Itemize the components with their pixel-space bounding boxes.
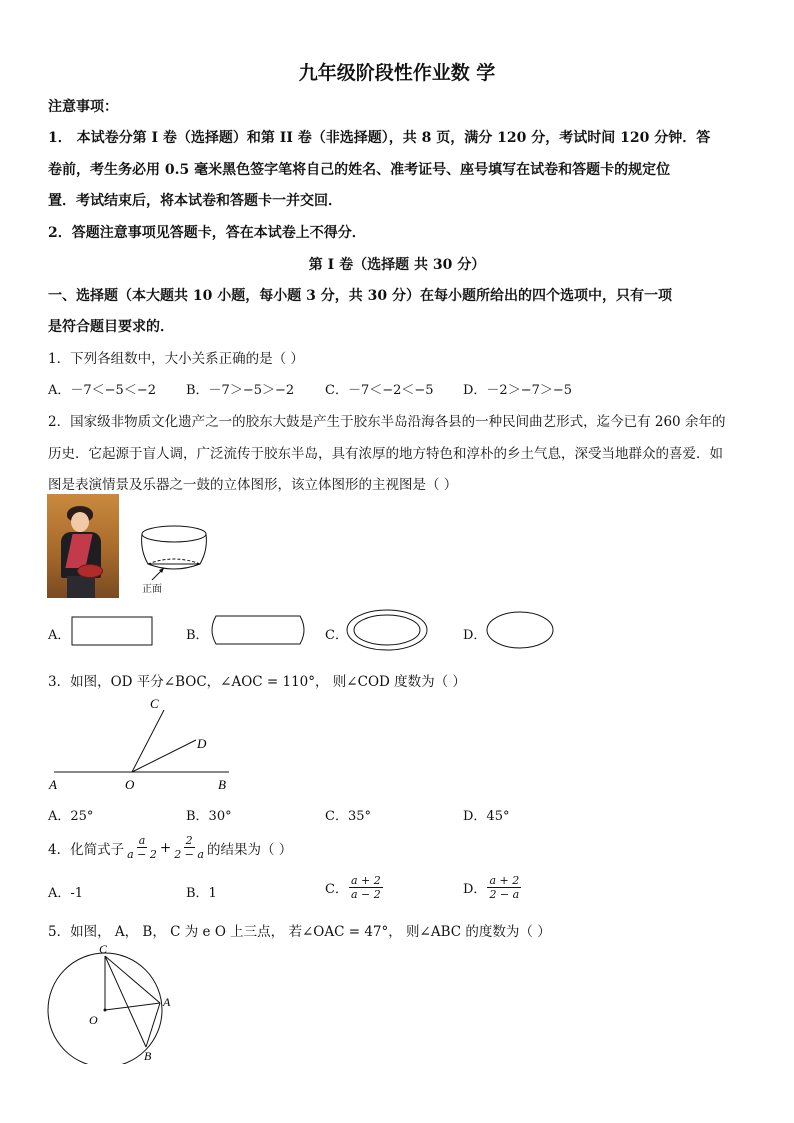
q1-option-b: B．－7＞−5＞−2 [186,383,295,398]
q2-option-b-barrel [206,613,310,647]
q5-stem: 5．如图， A， B， C 为 e O 上三点， 若∠OAC = 47°， 则∠ABC 的度数为（ ） [48,924,551,940]
q2-line1: 2．国家级非物质文化遗产之一的胶东大鼓是产生于胶东半岛沿海各县的一种民间曲艺形式，迄今已有 260 余年的 [48,414,726,430]
q2-line3: 图是表演情景及乐器之一鼓的立体图形，该立体图形的主视图是（ ） [48,477,458,493]
q1-option-d: D．－2＞−7＞−5 [463,383,573,398]
q4-option-b: B．1 [186,886,217,901]
q5-circle-figure [40,940,180,1064]
point-o-label: O [89,1013,98,1027]
q3-option-c: C．35° [325,809,371,824]
notice-item1-line3: 置．考试结束后，将本试卷和答题卡一并交回． [48,193,342,209]
q2-option-d-label: D． [463,628,487,643]
point-c-label: C [150,696,159,711]
q4-option-c: C． $\frac{a + 2}{a - 2}$ [325,874,381,901]
q1-option-a: A．－7＜−5＜−2 [48,383,156,398]
point-o-label: O [125,777,135,792]
q2-option-a-rectangle [70,614,154,648]
point-a-label: A [163,995,171,1009]
q4-fraction-2: $\frac{2}{2 - a}$ [174,834,204,861]
q1-option-c: C．－7＜−2＜−5 [325,383,434,398]
q2-option-d-ellipse [484,609,556,651]
part1-line1: 一、选择题（本大题共 10 小题，每小题 3 分，共 30 分）在每小题所给出的四个选项中，只有一项 [48,288,672,304]
point-c-label: C [99,942,108,956]
point-d-label: D [197,736,207,751]
q4-stem [48,834,292,861]
drum-3d-figure [130,520,220,600]
notice-item2: 2．答题注意事项见答题卡，答在本试卷上不得分． [48,225,366,241]
point-a-label: A [49,777,57,792]
q2-option-c-label: C． [325,628,348,643]
point-b-label: B [144,1049,152,1063]
q4-stem-pre: 4．化简式子 [48,841,125,858]
q3-option-b: B．30° [186,809,232,824]
q4-option-d: D． $\frac{a + 2}{2 - a}$ [463,874,520,901]
notice-heading: 注意事项： [48,99,118,115]
q4-plus: + [159,839,172,856]
q4-stem-post: 的结果为（ ） [206,841,293,858]
part1-line2: 是符合题目要求的． [48,319,174,335]
point-b-label: B [218,777,226,792]
notice-item1-line2: 卷前，考生务必用 0.5 毫米黑色签字笔将自己的姓名、准考证号、座号填写在试卷和答题卡的规定位 [48,162,671,178]
front-label: 正面 [142,584,162,595]
q4-fraction-1: $\frac{a}{a - 2}$ [127,834,157,861]
q2-option-c-double-ellipse [344,607,430,653]
notice-item1-line1: 1． 本试卷分第 I 卷（选择题）和第 II 卷（非选择题），共 8 页，满分 120 分，考试时间 120 分钟．答 [48,130,711,146]
q2-option-b-label: B． [186,628,209,643]
q3-angle-figure [44,692,244,796]
q2-option-a-label: A． [48,628,71,643]
q2-line2: 历史．它起源于盲人调，广泛流传于胶东半岛，具有浓厚的地方特色和淳朴的乡土气息，深受当地群众的喜爱．如 [48,446,723,462]
q3-stem: 3．如图，OD 平分∠BOC，∠AOC = 110°， 则∠COD 度数为（ ） [48,674,466,690]
q4-option-a: A．-1 [48,886,84,901]
performance-photo [47,494,119,598]
q1-stem: 1．下列各组数中，大小关系正确的是（ ） [48,351,304,367]
q3-option-d: D．45° [463,809,510,824]
page-title: 九年级阶段性作业数 学 [298,62,496,84]
q3-option-a: A．25° [48,809,94,824]
section-title: 第 I 卷（选择题 共 30 分） [308,257,486,273]
